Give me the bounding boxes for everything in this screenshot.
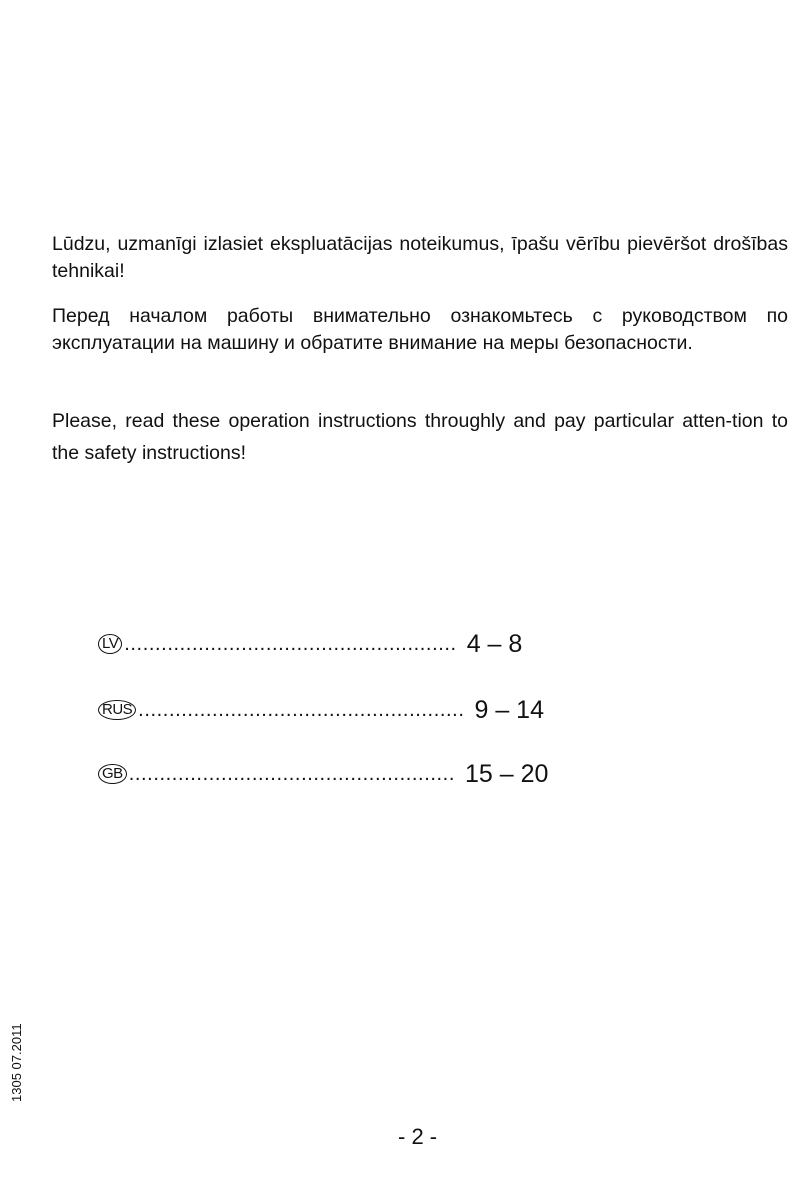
page-number: - 2 - bbox=[398, 1124, 438, 1149]
toc-leader-dots: ...................................................... bbox=[124, 634, 457, 654]
language-badge-lv: LV bbox=[98, 634, 122, 654]
document-code: 1305 07.2011 bbox=[9, 1023, 24, 1102]
toc-page-range: 9 – 14 bbox=[474, 696, 544, 724]
language-badge-rus: RUS bbox=[98, 700, 136, 720]
toc-entry-gb bbox=[98, 754, 548, 788]
toc-entry-rus bbox=[98, 690, 544, 724]
intro-paragraph-russian: Перед началом работы внимательно ознакомьтесь с руководством по эксплуатации на машину и обратите внимание на меры безопасности. bbox=[52, 305, 788, 354]
intro-paragraph-latvian: Lūdzu, uzmanīgi izlasiet ekspluatācijas noteikumus, īpašu vērību pievēršot drošības tehnikai! bbox=[52, 233, 788, 282]
toc-entry-lv bbox=[98, 624, 522, 658]
language-badge-gb: GB bbox=[98, 764, 127, 784]
toc-leader-dots: ..................................................... bbox=[128, 764, 455, 784]
toc-page-range: 15 – 20 bbox=[465, 760, 549, 788]
toc-leader-dots: ..................................................... bbox=[138, 700, 465, 720]
intro-paragraph-english: Please, read these operation instructions throughly and pay particular atten-tion to the safety instructions! bbox=[52, 410, 788, 464]
toc-page-range: 4 – 8 bbox=[466, 630, 523, 658]
